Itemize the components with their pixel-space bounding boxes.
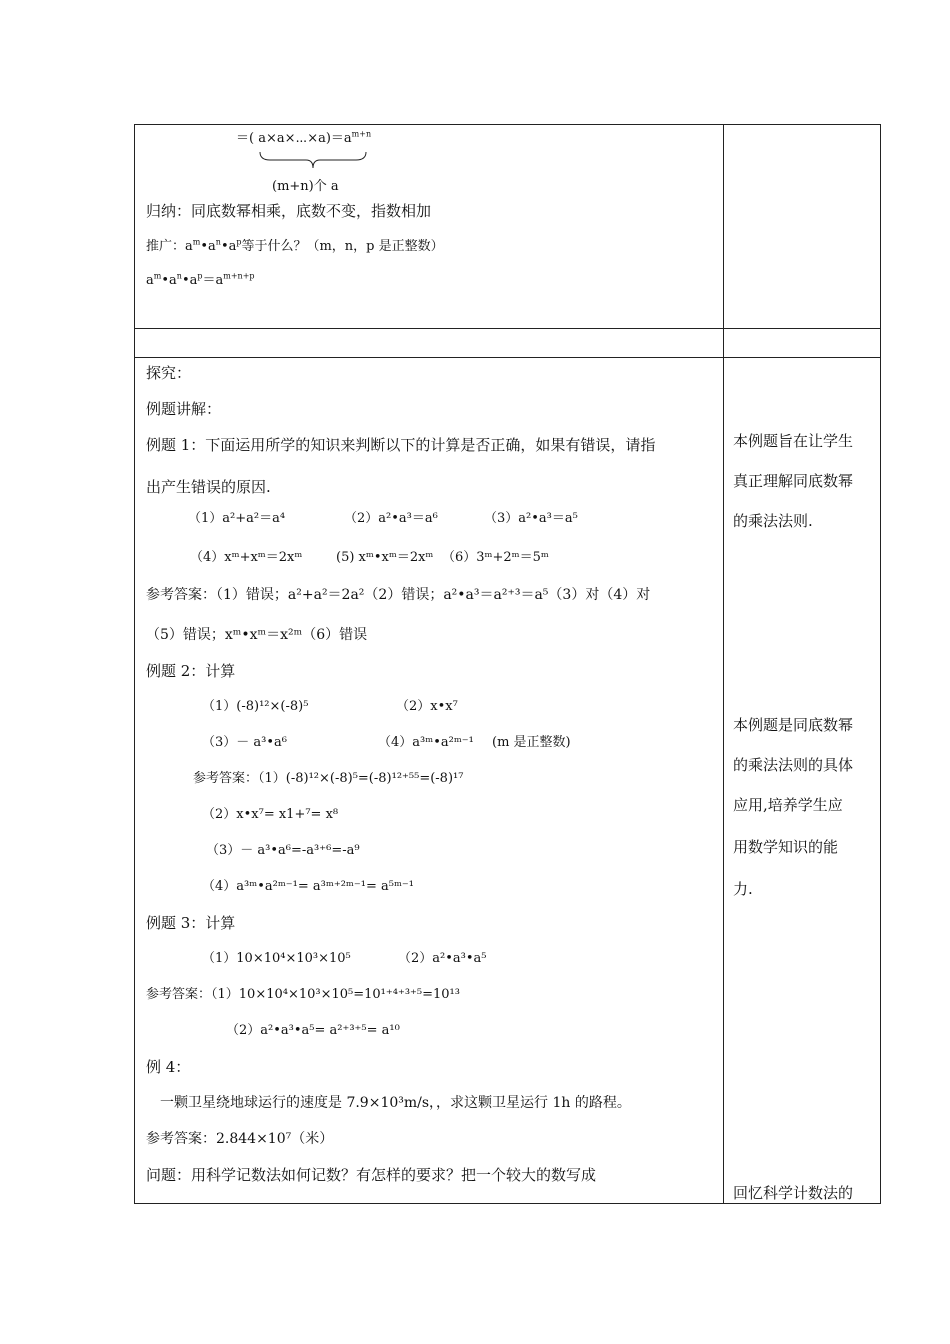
res-sup-n: n bbox=[176, 271, 182, 281]
table-border-row1 bbox=[134, 328, 881, 329]
ex4-answer: 参考答案：2.844×10⁷（米） bbox=[146, 1131, 334, 1147]
ex3-q2: （2）a²•a³•a⁵ bbox=[398, 951, 487, 966]
ex2-q2: （2）x•x⁷ bbox=[396, 699, 458, 714]
ex4-text: 一颗卫星绕地球运行的速度是 7.9×10³m/s，，求这颗卫星运行 1h 的路程。 bbox=[160, 1095, 631, 1111]
ex1-item1: （1）a²+a²＝a⁴ bbox=[188, 511, 286, 526]
ex1-item4: （4）xᵐ+xᵐ＝2xᵐ bbox=[190, 550, 303, 565]
ex1-line2: 出产生错误的原因. bbox=[146, 478, 271, 496]
ex2-answer2: （2）x•x⁷= x1+⁷= x⁸ bbox=[202, 807, 339, 822]
res-sup-m: m bbox=[153, 271, 162, 281]
ex3-q1: （1）10×10⁴×10³×10⁵ bbox=[202, 951, 351, 966]
ex1-item3: （3）a²•a³＝a⁵ bbox=[484, 511, 578, 526]
ex4-heading: 例 4： bbox=[146, 1058, 191, 1076]
side-note1-line1: 本例题旨在让学生 bbox=[733, 432, 854, 450]
gen-question: 等于什么？（m，n，p 是正整数） bbox=[241, 239, 444, 254]
ex2-answer3: （3）－ a³•a⁶=-a³⁺⁶=-a⁹ bbox=[206, 843, 360, 858]
side-note1-line3: 的乘法法则. bbox=[733, 512, 813, 530]
table-border-middle bbox=[723, 124, 724, 1204]
examples-heading: 例题讲解： bbox=[146, 400, 222, 418]
ex2-q1: （1）(-8)¹²×(-8)⁵ bbox=[202, 699, 309, 714]
generalize-line: 推广：$a^m•a^n•a^p$等于什么？（m，n，p 是正整数） bbox=[146, 237, 444, 254]
gen-a1: 推广：a bbox=[146, 239, 193, 254]
ex1-answer-line2: （5）错误；xᵐ•xᵐ＝x²ᵐ（6）错误 bbox=[146, 627, 368, 643]
formula-sup: m+n bbox=[351, 129, 372, 139]
ex1-answer-line1: 参考答案：（1）错误；a²+a²＝2a²（2）错误；a²•a³＝a²⁺³＝a⁵（3）对（4）对 bbox=[146, 587, 651, 603]
side-note2-line5: 力. bbox=[733, 880, 753, 898]
ex2-heading: 例题 2：计算 bbox=[146, 662, 236, 680]
formula-line bbox=[236, 130, 371, 148]
ex3-heading: 例题 3：计算 bbox=[146, 914, 236, 932]
ex1-item5: (5) xᵐ•xᵐ＝2xᵐ bbox=[336, 550, 434, 565]
table-border-row2 bbox=[134, 357, 881, 358]
ex3-answer2: （2）a²•a³•a⁵= a²⁺³⁺⁵= a¹⁰ bbox=[226, 1023, 400, 1038]
gen-sup-n: n bbox=[215, 237, 221, 247]
side-note2-line2: 的乘法法则的具体 bbox=[733, 756, 854, 774]
ex3-answer1: 参考答案：（1）10×10⁴×10³×10⁵=10¹⁺⁴⁺³⁺⁵=10¹³ bbox=[146, 987, 460, 1002]
res-sup-p: p bbox=[197, 271, 203, 281]
side-note2-line3: 应用,培养学生应 bbox=[733, 796, 843, 814]
ex2-answer4: （4）a³ᵐ•a²ᵐ⁻¹= a³ᵐ⁺²ᵐ⁻¹= a⁵ᵐ⁻¹ bbox=[202, 879, 414, 894]
ex1-line1: 例题 1：下面运用所学的知识来判断以下的计算是否正确，如果有错误，请指 bbox=[146, 436, 656, 454]
gen-sup-p: p bbox=[236, 237, 242, 247]
ex2-q4: （4）a³ᵐ•a²ᵐ⁻¹ bbox=[378, 735, 474, 750]
table-border-right bbox=[880, 124, 881, 1204]
ex2-q4-note: (m 是正整数) bbox=[492, 735, 571, 750]
table-border-bottom bbox=[134, 1203, 881, 1204]
ex1-item2: （2）a²•a³＝a⁶ bbox=[344, 511, 438, 526]
result-line: $a^m•a^n•a^p=a^{m+n+p}$ bbox=[146, 271, 255, 288]
res-sup-total: m+n+p bbox=[223, 271, 255, 281]
ex2-q3: （3）－ a³•a⁶ bbox=[202, 735, 287, 750]
underbrace bbox=[258, 150, 368, 172]
summary-text: 归纳：同底数幂相乘，底数不变，指数相加 bbox=[146, 202, 432, 220]
side-note2-line1: 本例题是同底数幂 bbox=[733, 716, 854, 734]
table-border-left bbox=[134, 124, 135, 1204]
ex2-answer1: 参考答案：（1）(-8)¹²×(-8)⁵=(-8)¹²⁺⁵⁵=(-8)¹⁷ bbox=[193, 771, 464, 786]
side-note3: 回忆科学计数法的 bbox=[733, 1184, 854, 1202]
explore-heading: 探究： bbox=[146, 364, 192, 382]
formula-text: ＝( a×a×⋯×a)＝a bbox=[236, 131, 352, 146]
side-note2-line4: 用数学知识的能 bbox=[733, 838, 839, 856]
side-note1-line2: 真正理解同底数幂 bbox=[733, 472, 854, 490]
ex1-item6: （6）3ᵐ+2ᵐ＝5ᵐ bbox=[442, 550, 549, 565]
table-border-top bbox=[134, 124, 881, 125]
brace-label: (m+n)个 a bbox=[272, 179, 339, 194]
question-text: 问题：用科学记数法如何记数？有怎样的要求？把一个较大的数写成 bbox=[146, 1166, 597, 1184]
gen-sup-m: m bbox=[192, 237, 201, 247]
